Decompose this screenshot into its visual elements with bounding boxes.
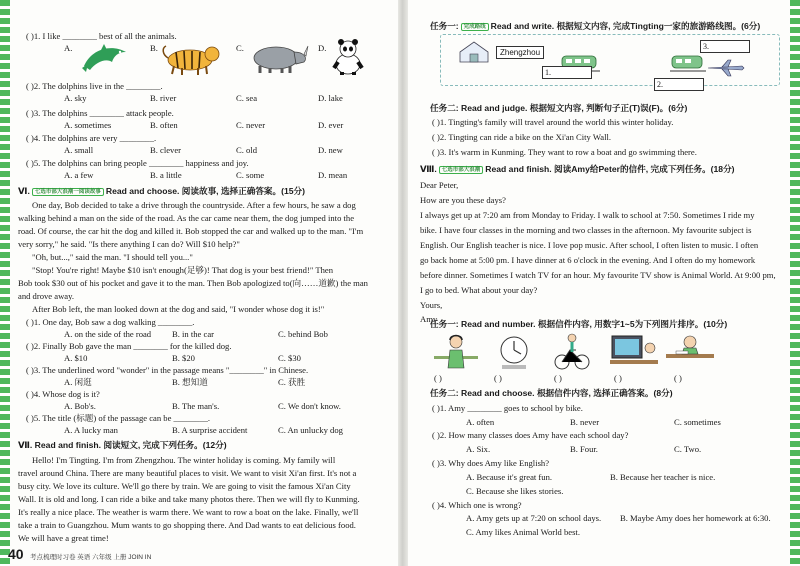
q3-stem: ( )3. The dolphins ________ attack people. bbox=[26, 108, 174, 118]
letter-closing: Yours, bbox=[420, 300, 443, 310]
s1-stem: ( )1. One day, Bob saw a dog walking ________. bbox=[26, 317, 195, 327]
story-line-2: walking behind a man on the side of the road. As the car came near them, the dog jumped into the bbox=[18, 213, 355, 223]
q1-opt-d: D. bbox=[318, 43, 327, 53]
tingting-line-3: busy city. We love its culture. We'll go there by train. We are going to visit the famous Xi'an City bbox=[18, 481, 351, 491]
footer-book-title: 考点梳理时习卷 英语 六年级 上册 JOIN IN bbox=[29, 554, 152, 561]
story-line-9: After Bob left, the man looked down at the dog and said, "I wonder whose dog it is!" bbox=[32, 304, 325, 314]
tingting-line-2: travel around China. There are many beautiful places to visit. We want to visit Xi'an first. It's not a bbox=[18, 468, 357, 478]
s2-opt-c: C. $30 bbox=[278, 353, 301, 363]
letter-line-2: bike. I have four classes in the morning and two classes in the afternoon. My favourite subject is bbox=[420, 225, 752, 235]
tingting-line-4: Wall. It is old and long. I can ride a bike and take many photos there. Then we will fly to Kunming. bbox=[18, 494, 360, 504]
q5-stem: ( )5. The dolphins can bring people ________ happiness and joy. bbox=[26, 158, 249, 168]
story-line-1: One day, Bob decided to take a drive through the countryside. After a few hours, he saw a dog bbox=[32, 200, 356, 210]
letter-line-5: before dinner. Sometimes I watch TV for an hour. My favourite TV show is Animal World. At 9:00 pm, bbox=[420, 270, 776, 280]
section-8-number: Ⅷ. bbox=[420, 164, 437, 174]
left-footer bbox=[8, 546, 151, 562]
q5-opt-c: C. some bbox=[236, 170, 265, 180]
story-line-3: road. Of course, the car hit the dog and killed it. Bob stopped the car and walked up to the man. "I'm bbox=[18, 226, 364, 236]
order-paren-1[interactable]: ( ) bbox=[434, 373, 442, 383]
order-paren-4[interactable]: ( ) bbox=[614, 373, 622, 383]
s5-opt-a: A. A lucky man bbox=[64, 425, 118, 435]
c3-opt-a: A. Because it's great fun. bbox=[466, 472, 553, 482]
judge-3: ( )3. It's warm in Kunming. They want to row a boat and go swimming there. bbox=[432, 147, 697, 157]
order-paren-5[interactable]: ( ) bbox=[674, 373, 682, 383]
s2-opt-a: A. $10 bbox=[64, 353, 88, 363]
picture-watching-tv-icon bbox=[606, 332, 662, 372]
c3-opt-b: B. Because her teacher is nice. bbox=[610, 472, 716, 482]
c3-opt-c: C. Because she likes stories. bbox=[466, 486, 564, 496]
task2-heading: 任务二: Read and judge. 根据短文内容, 判断句子正(T)误(F)。(6分) bbox=[430, 103, 688, 113]
order-paren-3[interactable]: ( ) bbox=[554, 373, 562, 383]
tingting-line-5: It's really a nice place. The weather is warm there. We want to row a boat on the lake. Finally, we'll bbox=[18, 507, 359, 517]
q2-opt-d: D. lake bbox=[318, 93, 343, 103]
q4-stem: ( )4. The dolphins are very ________. bbox=[26, 133, 157, 143]
s4-opt-a: A. Bob's. bbox=[64, 401, 96, 411]
tingting-line-6: take a train to Guangzhou. Mum wants to go shopping there. And Dad wants to eat delicious food. bbox=[18, 520, 356, 530]
house-icon bbox=[456, 40, 492, 64]
panda-icon bbox=[330, 38, 366, 76]
q3-opt-d: D. ever bbox=[318, 120, 344, 130]
q2-opt-a: A. sky bbox=[64, 93, 87, 103]
task1-tag: 完成路线 bbox=[461, 23, 489, 31]
section-8-heading bbox=[420, 165, 735, 175]
s5-opt-b: B. A surprise accident bbox=[172, 425, 248, 435]
rhino-icon bbox=[248, 40, 310, 74]
q4-opt-c: C. old bbox=[236, 145, 258, 155]
picture-clock-icon bbox=[494, 332, 534, 372]
letter-greeting: Dear Peter, bbox=[420, 180, 459, 190]
tiger-icon bbox=[160, 40, 222, 76]
story-line-6: "Stop! You're right! Maybe $10 isn't enough(足够)! That dog is your best friend!" Then bbox=[32, 265, 333, 275]
c4-opt-b: B. Maybe Amy does her homework at 6:30. bbox=[620, 513, 771, 523]
q2-stem: ( )2. The dolphins live in the ________. bbox=[26, 81, 163, 91]
section-6-title: Read and choose. 阅读故事, 选择正确答案。(15分) bbox=[105, 186, 305, 196]
q4-opt-a: A. small bbox=[64, 145, 94, 155]
story-line-7: Bob took $30 out of his pocket and gave it to the man. Then Bob apologized to(向……道歉) the man bbox=[18, 278, 368, 288]
tingting-line-7: We will have a great time! bbox=[18, 533, 109, 543]
route-start-zhengzhou: Zhengzhou bbox=[496, 46, 544, 59]
picture-riding-bike-icon bbox=[552, 332, 592, 372]
s1-opt-c: C. behind Bob bbox=[278, 329, 328, 339]
picture-listening-music-icon bbox=[432, 332, 480, 372]
c3-stem: ( )3. Why does Amy like English? bbox=[432, 458, 550, 468]
task2b-heading: 任务二: Read and choose. 根据信件内容, 选择正确答案。(8分) bbox=[430, 388, 673, 398]
judge-1: ( )1. Tingting's family will travel around the world this winter holiday. bbox=[432, 117, 674, 127]
letter-line-1: I always get up at 7:20 am from Monday to Friday. I walk to school at 7:50. Sometimes I ride my bbox=[420, 210, 755, 220]
q4-opt-b: B. clever bbox=[150, 145, 182, 155]
q5-opt-d: D. mean bbox=[318, 170, 348, 180]
plane-icon bbox=[706, 58, 746, 78]
s4-opt-b: B. The man's. bbox=[172, 401, 220, 411]
right-decorative-border bbox=[790, 0, 800, 566]
q3-opt-b: B. often bbox=[150, 120, 178, 130]
section-8-title: Read and finish. 阅读Amy给Peter的信件, 完成下列任务。(18分) bbox=[485, 164, 735, 174]
q1-opt-b: B. bbox=[150, 43, 158, 53]
c2-stem: ( )2. How many classes does Amy have each school day? bbox=[432, 430, 629, 440]
s3-opt-a: A. 闲逛 bbox=[64, 377, 92, 387]
q3-opt-a: A. sometimes bbox=[64, 120, 112, 130]
letter-signature: Amy bbox=[420, 314, 438, 324]
q1-opt-a: A. bbox=[64, 43, 73, 53]
s5-opt-c: C. An unlucky dog bbox=[278, 425, 343, 435]
s3-opt-c: C. 获胜 bbox=[278, 377, 306, 387]
section-6-tag: 七选市部大浪潮一阅读故事 bbox=[32, 188, 104, 196]
q5-opt-b: B. a little bbox=[150, 170, 182, 180]
c4-opt-a: A. Amy gets up at 7:20 on school days. bbox=[466, 513, 602, 523]
q4-opt-d: D. new bbox=[318, 145, 343, 155]
story-line-4: very sorry," he said. "Is there anything I can do? Will $10 help?" bbox=[18, 239, 240, 249]
task1-label: 任务一: bbox=[430, 21, 459, 31]
s3-stem: ( )3. The underlined word "wonder" in the passage means "________" in Chinese. bbox=[26, 365, 309, 375]
story-line-8: and drove away. bbox=[18, 291, 74, 301]
task1b-heading: 任务一: Read and number. 根据信件内容, 用数字1~5为下列图片排序。(10分) bbox=[430, 319, 728, 329]
page-gutter bbox=[398, 0, 408, 566]
task1-title: Read and write. 根据短文内容, 完成Tingting一家的旅游路线图。(6分) bbox=[490, 21, 761, 31]
page-number: 40 bbox=[8, 546, 24, 562]
q3-opt-c: C. never bbox=[236, 120, 266, 130]
s1-opt-b: B. in the car bbox=[172, 329, 214, 339]
route-blank-2[interactable]: 2. bbox=[654, 78, 704, 91]
c1-stem: ( )1. Amy ________ goes to school by bike. bbox=[432, 403, 583, 413]
section-7-heading: Ⅶ. Read and finish. 阅读短文, 完成下列任务。(12分) bbox=[18, 440, 227, 450]
s5-stem: ( )5. The title (标题) of the passage can be ________. bbox=[26, 413, 211, 423]
c1-opt-c: C. sometimes bbox=[674, 417, 721, 427]
section-6-number: Ⅵ. bbox=[18, 186, 30, 196]
q1-stem: ( )1. I like ________ best of all the animals. bbox=[26, 31, 177, 41]
section-8-tag: 七选市部大浪潮 bbox=[439, 166, 484, 174]
s3-opt-b: B. 想知道 bbox=[172, 377, 208, 387]
order-paren-2[interactable]: ( ) bbox=[494, 373, 502, 383]
story-line-5: "Oh, but...," said the man. "I should tell you..." bbox=[32, 252, 193, 262]
left-decorative-border bbox=[0, 0, 10, 566]
s4-stem: ( )4. Whose dog is it? bbox=[26, 389, 100, 399]
s2-stem: ( )2. Finally Bob gave the man ________ for the killed dog. bbox=[26, 341, 232, 351]
route-blank-1[interactable]: 1. bbox=[542, 66, 592, 79]
c4-opt-c: C. Amy likes Animal World best. bbox=[466, 527, 580, 537]
letter-line-4: go back home at 5:00 pm. I have dinner at 6 o'clock in the evening. And I often do my homework bbox=[420, 255, 756, 265]
right-page bbox=[410, 0, 788, 566]
c2-opt-c: C. Two. bbox=[674, 444, 702, 454]
judge-2: ( )2. Tingting can ride a bike on the Xi'an City Wall. bbox=[432, 132, 611, 142]
letter-line-6: I go to bed. What about your day? bbox=[420, 285, 538, 295]
task1-heading bbox=[430, 22, 760, 32]
c1-opt-b: B. never bbox=[570, 417, 600, 427]
letter-line-0: How are you these days? bbox=[420, 195, 506, 205]
c2-opt-b: B. Four. bbox=[570, 444, 598, 454]
dolphin-icon bbox=[78, 38, 134, 76]
s1-opt-a: A. on the side of the road bbox=[64, 329, 152, 339]
q5-opt-a: A. a few bbox=[64, 170, 94, 180]
q2-opt-c: C. sea bbox=[236, 93, 258, 103]
tingting-line-1: Hello! I'm Tingting. I'm from Zhengzhou. The winter holiday is coming. My family will bbox=[32, 455, 336, 465]
q1-opt-c: C. bbox=[236, 43, 244, 53]
picture-homework-icon bbox=[664, 332, 716, 372]
c2-opt-a: A. Six. bbox=[466, 444, 491, 454]
route-blank-3[interactable]: 3. bbox=[700, 40, 750, 53]
train-2-icon bbox=[670, 52, 706, 74]
left-page bbox=[8, 0, 397, 566]
section-6-heading bbox=[18, 187, 305, 197]
c4-stem: ( )4. Which one is wrong? bbox=[432, 500, 522, 510]
c1-opt-a: A. often bbox=[466, 417, 495, 427]
q2-opt-b: B. river bbox=[150, 93, 177, 103]
letter-line-3: English. Our English teacher is nice. I love pop music. After school, I often listen to music. I often bbox=[420, 240, 759, 250]
s4-opt-c: C. We don't know. bbox=[278, 401, 341, 411]
s2-opt-b: B. $20 bbox=[172, 353, 195, 363]
